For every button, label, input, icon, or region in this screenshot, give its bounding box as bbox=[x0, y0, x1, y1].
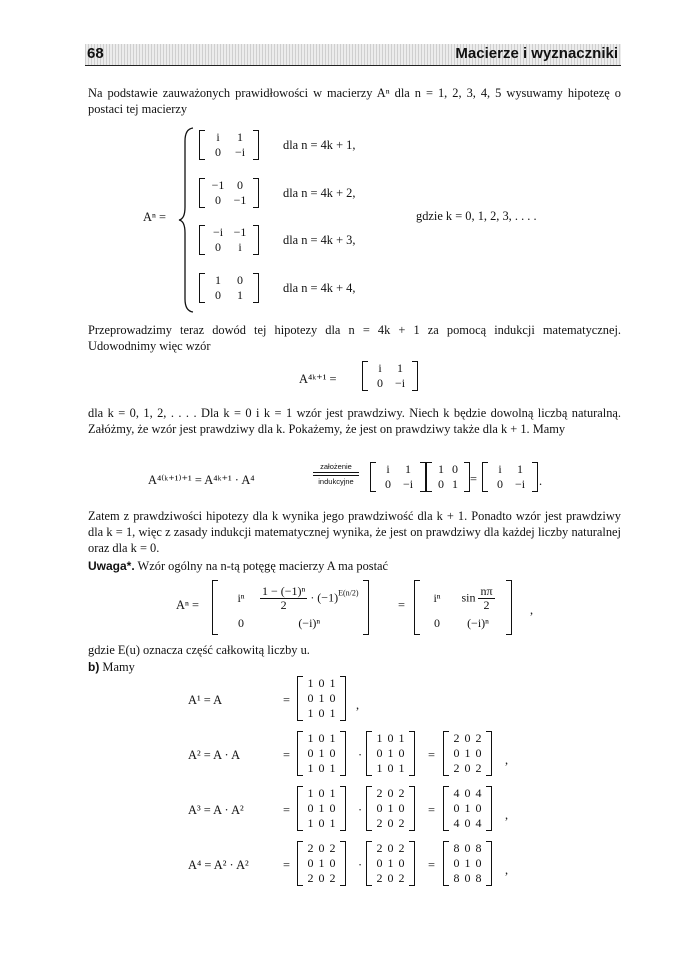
matrix-cell: 1 bbox=[452, 477, 458, 491]
general-a22: (−i)ⁿ bbox=[298, 615, 321, 630]
matrix-cell: 0 bbox=[329, 856, 336, 870]
matrix-cell: 0 bbox=[464, 786, 471, 800]
matrix-cell: 0 bbox=[464, 841, 471, 855]
matrix-cell: 1 bbox=[307, 816, 314, 830]
matrix-cell: i bbox=[378, 361, 382, 375]
case-matrix-3 bbox=[199, 225, 259, 255]
matrix-cell: 1 bbox=[307, 706, 314, 720]
matrix-cell: 0 bbox=[307, 801, 314, 815]
power-lhs-4: A⁴ = A² · A² bbox=[188, 858, 249, 872]
matrix-cell: 1 bbox=[464, 746, 471, 760]
general-r12: sin $\frac{n\pi}{2}$ bbox=[461, 583, 493, 612]
power-dot-3: · bbox=[358, 803, 363, 817]
power-3-term-2 bbox=[366, 786, 415, 831]
matrix-cell: 0 bbox=[318, 841, 325, 855]
matrix-cell: 2 bbox=[376, 786, 383, 800]
general-r11: iⁿ bbox=[433, 590, 441, 605]
matrix-cell: 4 bbox=[453, 786, 460, 800]
matrix-cell: 8 bbox=[475, 841, 482, 855]
matrix-cell: 1 bbox=[376, 731, 383, 745]
power-1-term-1 bbox=[297, 676, 346, 721]
case-matrix-1 bbox=[199, 130, 259, 160]
matrix-cell: 0 bbox=[464, 731, 471, 745]
power-eq-4: = bbox=[283, 858, 290, 872]
matrix-cell: 1 bbox=[329, 816, 336, 830]
matrix-cell: 2 bbox=[398, 786, 405, 800]
matrix-cell: 2 bbox=[398, 841, 405, 855]
matrix-cell: 2 bbox=[307, 871, 314, 885]
power-lhs-1: A¹ = A bbox=[188, 693, 223, 707]
matrix-cell: 1 bbox=[318, 746, 325, 760]
general-lhs: Aⁿ = bbox=[176, 598, 199, 612]
matrix-cell: 1 bbox=[307, 676, 314, 690]
induction-label bbox=[311, 462, 361, 486]
matrix-cell: 1 bbox=[307, 761, 314, 775]
part-b-line bbox=[88, 659, 621, 675]
matrix-cell: 0 bbox=[385, 477, 391, 491]
power-4-term-1 bbox=[297, 841, 346, 886]
matrix-cell: 0 bbox=[387, 731, 394, 745]
matrix-cell: i bbox=[498, 462, 502, 476]
matrix-cell: 2 bbox=[376, 816, 383, 830]
power-eq-2: = bbox=[283, 748, 290, 762]
matrix-cell: 0 bbox=[387, 841, 394, 855]
matrix-cell: 1 bbox=[397, 361, 403, 375]
power-end-2: , bbox=[505, 753, 509, 767]
induction-end: . bbox=[539, 474, 543, 488]
matrix-cell: 0 bbox=[318, 761, 325, 775]
matrix-cell: 0 bbox=[387, 786, 394, 800]
matrix-cell: 0 bbox=[387, 816, 394, 830]
remark-text: Wzór ogólny na n-tą potęgę macierzy A ma postać bbox=[134, 559, 389, 573]
matrix-cell: 0 bbox=[398, 856, 405, 870]
remark-line bbox=[88, 558, 621, 574]
matrix-cell: 0 bbox=[329, 746, 336, 760]
matrix-cell: 2 bbox=[329, 841, 336, 855]
general-matrix-right bbox=[414, 580, 512, 635]
general-a12: $\frac{\text{1 − (−1)ⁿ}}{2}$ · $(-1)^{E(n/2)}$ bbox=[262, 583, 359, 612]
matrix-cell: 1 bbox=[329, 786, 336, 800]
paragraph-hypothesis-intro: Na podstawie zauważonych prawidłowości w macierzy Aⁿ dla n = 1, 2, 3, 4, 5 wysuwamy hipotezę o postaci tej macierzy bbox=[88, 86, 621, 116]
matrix-cell: 0 bbox=[307, 746, 314, 760]
matrix-cell: 1 bbox=[307, 731, 314, 745]
matrix-cell: 2 bbox=[307, 841, 314, 855]
matrix-cell: 0 bbox=[215, 193, 221, 207]
matrix-cell: i bbox=[238, 240, 242, 254]
matrix-cell: 0 bbox=[329, 691, 336, 705]
matrix-cell: 1 bbox=[318, 856, 325, 870]
matrix-cell: 8 bbox=[475, 871, 482, 885]
general-r21: 0 bbox=[434, 615, 440, 630]
matrix-cell: −i bbox=[234, 145, 246, 159]
matrix-cell: 2 bbox=[453, 761, 460, 775]
matrix-cell: 8 bbox=[453, 841, 460, 855]
matrix-cell: 0 bbox=[318, 871, 325, 885]
general-matrix-left bbox=[212, 580, 369, 635]
page-number: 68 bbox=[87, 45, 104, 62]
matrix-cell: 1 bbox=[405, 462, 411, 476]
part-b-label: b) bbox=[88, 660, 100, 674]
matrix-cell: 0 bbox=[237, 178, 243, 192]
induction-label-bottom: indukcyjne bbox=[318, 477, 354, 486]
matrix-cell: 0 bbox=[318, 816, 325, 830]
induction-m1 bbox=[370, 462, 426, 492]
matrix-cell: 0 bbox=[377, 376, 383, 390]
matrix-cell: 1 bbox=[398, 761, 405, 775]
power-3-term-1 bbox=[297, 786, 346, 831]
matrix-cell: 0 bbox=[387, 761, 394, 775]
induction-m3 bbox=[482, 462, 538, 492]
matrix-cell: 0 bbox=[398, 801, 405, 815]
matrix-cell: 0 bbox=[237, 273, 243, 287]
matrix-cell: 1 bbox=[329, 706, 336, 720]
matrix-cell: 2 bbox=[329, 871, 336, 885]
piecewise-where: gdzie k = 0, 1, 2, 3, . . . . bbox=[416, 209, 537, 223]
matrix-cell: 1 bbox=[318, 691, 325, 705]
matrix-cell: i bbox=[216, 130, 220, 144]
matrix-cell: 4 bbox=[475, 816, 482, 830]
matrix-cell: 0 bbox=[376, 801, 383, 815]
power-dot-2: · bbox=[358, 748, 363, 762]
paragraph-conclusion: Zatem z prawdziwości hipotezy dla k wynika jego prawdziwość dla k + 1. Ponadto wzór jest prawdziwy dla k = 1, więc z zasady indukcji matematycznej wynika, że jest on prawdziwy dla każdej liczby naturalnej oraz dla k = 0. bbox=[88, 509, 621, 555]
general-a11: iⁿ bbox=[237, 590, 245, 605]
matrix-cell: −1 bbox=[211, 178, 225, 192]
power-2-result bbox=[443, 731, 492, 776]
matrix-cell: 0 bbox=[464, 816, 471, 830]
power-eq-3: = bbox=[283, 803, 290, 817]
matrix-cell: 1 bbox=[329, 761, 336, 775]
case-condition-2: dla n = 4k + 2, bbox=[283, 186, 356, 200]
matrix-cell: 0 bbox=[307, 856, 314, 870]
power-eq2-3: = bbox=[428, 803, 435, 817]
matrix-cell: −1 bbox=[233, 193, 247, 207]
matrix-cell: 0 bbox=[318, 706, 325, 720]
case-condition-1: dla n = 4k + 1, bbox=[283, 138, 356, 152]
piecewise-lhs: Aⁿ = bbox=[143, 210, 166, 224]
matrix-cell: 0 bbox=[453, 856, 460, 870]
matrix-cell: 0 bbox=[438, 477, 444, 491]
power-end-3: , bbox=[505, 808, 509, 822]
matrix-cell: 0 bbox=[387, 871, 394, 885]
matrix-cell: 8 bbox=[453, 871, 460, 885]
matrix-cell: 1 bbox=[517, 462, 523, 476]
matrix-cell: 0 bbox=[475, 856, 482, 870]
matrix-cell: 1 bbox=[464, 801, 471, 815]
power-4-result bbox=[443, 841, 492, 886]
matrix-cell: 1 bbox=[438, 462, 444, 476]
matrix-cell: 0 bbox=[318, 731, 325, 745]
running-header bbox=[85, 44, 621, 66]
paragraph-proof-intro: Przeprowadzimy teraz dowód tej hipotezy dla n = 4k + 1 za pomocą indukcji matematycznej. Udowodnimy więc wzór bbox=[88, 323, 621, 353]
remark-label: Uwaga*. bbox=[88, 559, 135, 573]
matrix-cell: 0 bbox=[464, 761, 471, 775]
matrix-cell: 0 bbox=[215, 145, 221, 159]
power-eq2-2: = bbox=[428, 748, 435, 762]
matrix-cell: 1 bbox=[398, 731, 405, 745]
matrix-cell: 1 bbox=[329, 731, 336, 745]
formula1-bracket bbox=[362, 361, 418, 391]
matrix-cell: 0 bbox=[318, 786, 325, 800]
paragraph-floor-def: gdzie E(u) oznacza część całkowitą liczby u. bbox=[88, 643, 310, 657]
matrix-cell: 0 bbox=[398, 746, 405, 760]
induction-label-top: założenie bbox=[320, 462, 352, 471]
matrix-cell: 2 bbox=[453, 731, 460, 745]
matrix-cell: 4 bbox=[475, 786, 482, 800]
matrix-cell: 0 bbox=[452, 462, 458, 476]
power-2-term-2 bbox=[366, 731, 415, 776]
matrix-cell: −i bbox=[402, 477, 414, 491]
power-dot-4: · bbox=[358, 858, 363, 872]
matrix-cell: 1 bbox=[387, 801, 394, 815]
power-lhs-3: A³ = A · A² bbox=[188, 803, 244, 817]
power-3-result bbox=[443, 786, 492, 831]
matrix-cell: 2 bbox=[376, 871, 383, 885]
matrix-cell: 1 bbox=[329, 676, 336, 690]
power-4-term-2 bbox=[366, 841, 415, 886]
matrix-cell: 1 bbox=[237, 288, 243, 302]
induction-m2 bbox=[426, 462, 470, 492]
power-eq-1: = bbox=[283, 693, 290, 707]
matrix-cell: 2 bbox=[398, 816, 405, 830]
matrix-cell: −1 bbox=[233, 225, 247, 239]
general-end: , bbox=[530, 603, 534, 617]
power-eq2-4: = bbox=[428, 858, 435, 872]
matrix-cell: 0 bbox=[376, 746, 383, 760]
case-condition-4: dla n = 4k + 4, bbox=[283, 281, 356, 295]
matrix-cell: 1 bbox=[376, 761, 383, 775]
case-matrix-2 bbox=[199, 178, 259, 208]
matrix-cell: 2 bbox=[475, 761, 482, 775]
matrix-cell: 4 bbox=[453, 816, 460, 830]
case-condition-3: dla n = 4k + 3, bbox=[283, 233, 356, 247]
part-b-text: Mamy bbox=[99, 660, 135, 674]
matrix-cell: 0 bbox=[318, 676, 325, 690]
matrix-cell: i bbox=[386, 462, 390, 476]
matrix-cell: 1 bbox=[215, 273, 221, 287]
power-end-4: , bbox=[505, 863, 509, 877]
matrix-cell: 1 bbox=[387, 856, 394, 870]
paragraph-induction-setup: dla k = 0, 1, 2, . . . . Dla k = 0 i k = 1 wzór jest prawdziwy. Niech k będzie dowolną liczbą naturalną. Załóżmy, że wzór jest prawdziwy dla k. Pokażemy, że jest on prawdziwy także dla k + 1. Mamy bbox=[88, 406, 621, 436]
matrix-cell: −i bbox=[212, 225, 224, 239]
matrix-cell: 1 bbox=[237, 130, 243, 144]
matrix-cell: 0 bbox=[475, 801, 482, 815]
matrix-cell: 0 bbox=[475, 746, 482, 760]
power-2-term-1 bbox=[297, 731, 346, 776]
left-brace bbox=[178, 127, 196, 313]
matrix-cell: 1 bbox=[387, 746, 394, 760]
matrix-cell: 0 bbox=[497, 477, 503, 491]
matrix-cell: 1 bbox=[307, 786, 314, 800]
matrix-cell: −i bbox=[514, 477, 526, 491]
matrix-cell: 2 bbox=[398, 871, 405, 885]
matrix-cell: 2 bbox=[376, 841, 383, 855]
chapter-title: Macierze i wyznaczniki bbox=[455, 45, 618, 62]
matrix-cell: 0 bbox=[215, 288, 221, 302]
matrix-cell: 0 bbox=[453, 746, 460, 760]
induction-lhs: A⁴⁽ᵏ⁺¹⁾⁺¹ = A⁴ᵏ⁺¹ · A⁴ bbox=[148, 473, 255, 487]
general-r22: (−i)ⁿ bbox=[467, 615, 489, 630]
matrix-cell: 0 bbox=[464, 871, 471, 885]
matrix-cell: 1 bbox=[464, 856, 471, 870]
matrix-cell: 0 bbox=[215, 240, 221, 254]
general-a21: 0 bbox=[238, 615, 244, 630]
matrix-cell: 2 bbox=[475, 731, 482, 745]
matrix-cell: 0 bbox=[376, 856, 383, 870]
matrix-cell: 1 bbox=[318, 801, 325, 815]
matrix-cell: 0 bbox=[329, 801, 336, 815]
induction-eq: = bbox=[470, 472, 477, 486]
power-end-1: , bbox=[356, 698, 360, 712]
power-lhs-2: A² = A · A bbox=[188, 748, 241, 762]
matrix-cell: 0 bbox=[453, 801, 460, 815]
case-matrix-4 bbox=[199, 273, 259, 303]
matrix-cell: 0 bbox=[307, 691, 314, 705]
formula1-lhs: A⁴ᵏ⁺¹ = bbox=[299, 372, 337, 386]
matrix-cell: −i bbox=[394, 376, 406, 390]
